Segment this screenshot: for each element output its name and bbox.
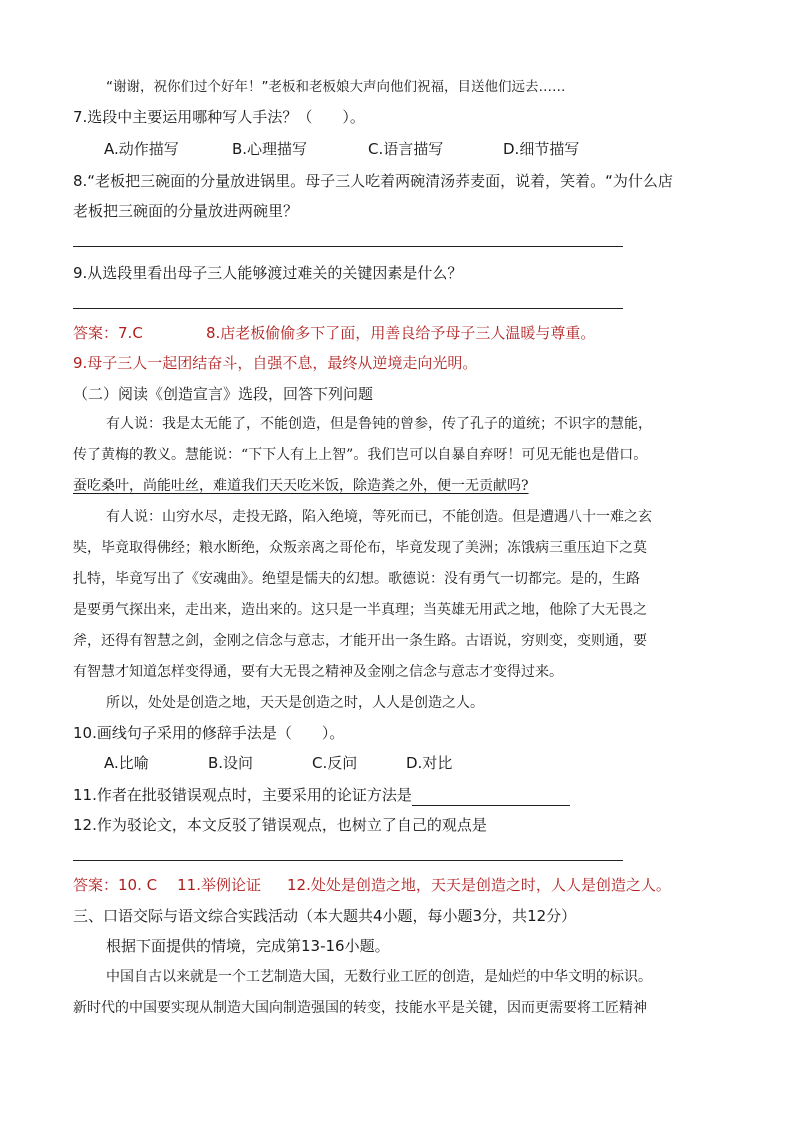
- passage2-p2-line-3: 扎特，毕竟写出了《安魂曲》。绝望是懦夫的幻想。歌德说：没有勇气一切都完。是的，生路: [73, 571, 640, 587]
- underlined-sentence: 蚕吃桑叶，尚能吐丝，难道我们天天吃米饭，除造粪之外，便一无贡献吗?: [73, 478, 529, 494]
- passage2-p2-line-5: 斧，还得有智慧之剑，金刚之信念与意志，才能开出一条生路。古语说，穷则变，变则通，要: [73, 633, 647, 649]
- question-9-stem: 9.从选段里看出母子三人能够渡过难关的关键因素是什么？: [73, 264, 463, 282]
- question-7-stem: 7.选段中主要运用哪种写人手法？（ ）。: [73, 108, 365, 126]
- q9-answer-blank: [73, 308, 623, 309]
- passage-closing-line: “谢谢，祝你们过个好年！”老板和老板娘大声向他们祝福，目送他们远去……: [106, 79, 566, 95]
- section-3-intro: 根据下面提供的情境，完成第13-16小题。: [106, 937, 390, 955]
- section-2-title: （二）阅读《创造宣言》选段，回答下列问题: [73, 385, 374, 403]
- question-8-line-1: 8.“老板把三碗面的分量放进锅里。母子三人吃着两碗清汤荞麦面，说着，笑着。“为什么店: [73, 172, 673, 190]
- answer-7: 7.C: [118, 324, 143, 342]
- q7-option-b: B.心理描写: [232, 140, 308, 158]
- question-10-stem: 10.画线句子采用的修辞手法是（ ）。: [73, 724, 345, 742]
- passage2-p2-line-2: 奘，毕竟取得佛经；粮水断绝，众叛亲离之哥伦布，毕竟发现了美洲；冻饿病三重压迫下之莫: [73, 540, 647, 556]
- passage2-p3: 所以，处处是创造之地，天天是创造之时，人人是创造之人。: [106, 695, 484, 711]
- answer-block-2: [73, 874, 671, 896]
- passage2-p2-line-4: 是要勇气探出来，走出来，造出来的。这只是一半真理；当英雄无用武之地，他除了大无畏之: [73, 602, 647, 618]
- q7-option-c: C.语言描写: [368, 140, 444, 158]
- section-3-passage-line-1: 中国自古以来就是一个工艺制造大国，无数行业工匠的创造，是灿烂的中华文明的标识。: [106, 969, 652, 985]
- question-8-line-2: 老板把三碗面的分量放进两碗里？: [73, 202, 299, 220]
- q7-option-a: A.动作描写: [104, 140, 179, 158]
- section-3-title: 三、口语交际与语文综合实践活动（本大题共4小题，每小题3分，共12分）: [73, 907, 577, 925]
- q8-answer-blank: [73, 246, 623, 247]
- q10-option-c: C.反问: [312, 754, 358, 772]
- section-3-passage-line-2: 新时代的中国要实现从制造大国向制造强国的转变，技能水平是关键，因而更需要将工匠精神: [73, 1000, 647, 1016]
- passage2-p1-line-1: 有人说：我是太无能了，不能创造，但是鲁钝的曾参，传了孔子的道统；不识字的慧能，: [106, 416, 652, 432]
- question-12-stem: 12.作为驳论文，本文反驳了错误观点，也树立了自己的观点是: [73, 816, 487, 834]
- question-11-line: [73, 784, 570, 806]
- answer-label: 答案：: [73, 324, 119, 342]
- q11-answer-blank: [412, 789, 570, 806]
- question-11-stem: 11.作者在批驳错误观点时，主要采用的论证方法是: [73, 786, 412, 804]
- answer-12: 12.处处是创造之地，天天是创造之时，人人是创造之人。: [286, 876, 671, 894]
- answer-label-2: 答案：: [73, 876, 119, 894]
- q10-option-a: A.比喻: [104, 754, 149, 772]
- q10-option-b: B.设问: [208, 754, 254, 772]
- answer-8: 8.店老板偷偷多下了面，用善良给予母子三人温暖与尊重。: [206, 324, 596, 342]
- passage2-p2-line-6: 有智慧才知道怎样变得通，要有大无畏之精神及金刚之信念与意志才变得过来。: [73, 664, 563, 680]
- q12-answer-blank: [73, 860, 623, 861]
- answer-block-1-line-1: [73, 322, 143, 344]
- q7-option-d: D.细节描写: [503, 140, 580, 158]
- answer-11: 11.举例论证: [177, 876, 261, 894]
- answer-10: 10. C: [118, 876, 158, 894]
- passage2-p1-line-2: 传了黄梅的教义。慧能说：“下下人有上上智”。我们岂可以自暴自弃呀！可见无能也是借口。: [73, 447, 648, 463]
- q10-option-d: D.对比: [406, 754, 453, 772]
- answer-9: 9.母子三人一起团结奋斗，自强不息，最终从逆境走向光明。: [73, 354, 478, 372]
- passage2-p2-line-1: 有人说：山穷水尽，走投无路，陷入绝境，等死而已，不能创造。但是遭遇八十一难之玄: [106, 509, 652, 525]
